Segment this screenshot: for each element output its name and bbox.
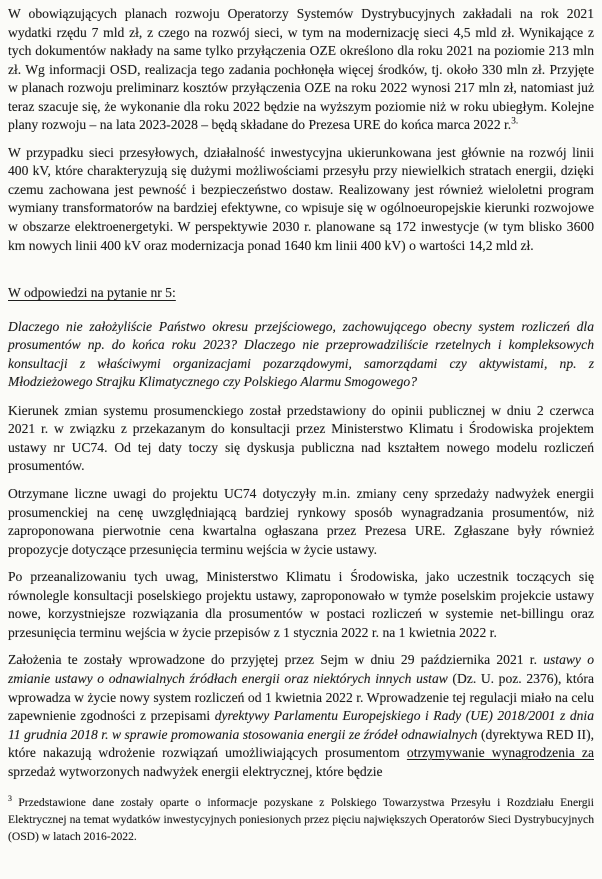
text-segment: Dlaczego nie założyliście Państwo okresu przejściowego, zachowującego obecny system rozliczeń dla prosumentów np. do końca roku 2023? Dlaczego nie przeprowadziliście rzetelnych i kompleksowych konsultacji z właściwymi organizacjami pozarządowymi, samorządami czy aktywistami, np. z Młodzieżowego Strajku Klimatycznego czy Polskiego Alarmu Smogowego?	[8, 318, 594, 390]
text-segment: W odpowiedzi na pytanie nr 5:	[8, 285, 176, 301]
paragraph-plany-rozwoju-osd	[8, 5, 594, 135]
text-segment: Założenia te zostały wprowadzone do przyjętej przez Sejm w dniu 29 października 2021 r.	[8, 652, 544, 668]
text-segment: sprzedaż wytworzonych nadwyżek energii elektrycznej, które będzie	[8, 763, 383, 779]
text-segment: Otrzymane liczne uwagi do projektu UC74 dotyczyły m.in. zmiany ceny sprzedaży nadwyżek energii prosumenckiej na cenę uwzględniającą bardziej rynkowy sposób wynagradzania prosumentów, niż zaproponowana pierwotnie cena kwartalna ogłaszana przez Prezesa URE. Zgłaszane były również propozycje dotyczące przesunięcia terminu wejścia w życie ustawy.	[8, 486, 594, 557]
text-segment: ustawy o zmianie ustawy o odnawialnych źródłach energii oraz niektórych innych ustaw	[8, 652, 594, 686]
footnote-reference: 3.	[511, 115, 519, 126]
text-segment: Kierunek zmian systemu prosumenckiego został przedstawiony do opinii publicznej w dniu 2 czerwca 2021 r. w związku z przekazanym do konsultacji przez Ministerstwo Klimatu i Środowiska projektem ustawy nr UC74. Od tej daty toczy się dyskusja publiczna nad kształtem nowego modelu rozliczeń prosumentów.	[8, 402, 594, 474]
text-segment: dyrektywy Parlamentu Europejskiego i Rady (UE) 2018/2001 z dnia 11 grudnia 2018 r. w sprawie promowania stosowania energii ze źródeł odnawialnych	[8, 708, 594, 742]
text-segment: Przedstawione dane zostały oparte o informacje pozyskane z Polskiego Towarzystwa Przesyłu i Rozdziału Energii Elektrycznej na temat wydatków inwestycyjnych poniesionych przez pięciu największych Operatorów Sieci Dystrybucyjnych (OSD) w latach 2016-2022.	[8, 796, 594, 843]
paragraph-sieci-przesylowe	[8, 144, 594, 255]
text-segment: W obowiązujących planach rozwoju Operatorzy Systemów Dystrybucyjnych zakładali na rok 2021 wydatki rzędu 7 mld zł, z czego na rozwój sieci, w tym na modernizację sieci 4,5 mld zł. Wynikające z tych dokumentów nakłady na same tylko przyłączenia OZE określono dla roku 2021 na poziomie 213 mln zł. Wg informacji OSD, realizacja tego zadania pochłonęła więcej środków, tj. około 330 mln zł. Przyjęte w planach rozwoju preliminarz kosztów przyłączenia OZE na roku 2022 wynosi 217 mln zł, natomiast już teraz szacuje się, że wykonanie dla roku 2022 będzie na wyższym poziomie niż w roku ubiegłym. Kolejne plany rozwoju – na lata 2023-2028 – będą składane do Prezesa URE do końca marca 2022 r.	[8, 6, 594, 133]
paragraph-zalozenia-ustawa	[8, 651, 594, 781]
footnote-reference: 3	[8, 794, 12, 804]
text-segment: (dyrektywa RED II), które nakazują wdrożenie rozwiązań umożliwiających prosumentom	[8, 726, 594, 761]
text-segment: W przypadku sieci przesyłowych, działalność inwestycyjna ukierunkowana jest głównie na rozwój linii 400 kV, które charakteryzują się dużymi możliwościami przesyłu przy niewielkich stratach energii, dzięki czemu zachowana jest pewność i bezpieczeństwo dostaw. Realizowany jest również wieloletni program wymiany transformatorów na bardziej efektywne, co wpisuje się w ogólnoeuropejskie kierunki rozwojowe w obszarze elektroenergetyki. W perspektywie 2030 r. planowane są 172 inwestycje (w tym blisko 3600 km nowych linii 400 kV oraz modernizacja ponad 1640 km linii 400 kV) o wartości 14,2 mld zł.	[8, 144, 594, 253]
paragraph-cytowane-pytanie	[8, 318, 594, 392]
text-segment: otrzymywanie wynagrodzenia za	[406, 745, 594, 761]
paragraph-uwagi-uc74	[8, 485, 594, 559]
footnote-3	[8, 795, 594, 845]
text-segment: Po przeanalizowaniu tych uwag, Ministerstwo Klimatu i Środowiska, jako uczestnik toczących się równolegle konsultacji poselskiego projektu ustawy, zaproponowało w tymże poselskim projekcie ustawy nowe, korzystniejsze rozwiązania dla prosumentów w postaci rozliczeń w systemie net-billingu oraz przesunięcia terminu wejścia w życie przepisów z 1 stycznia 2022 r. na 1 kwietnia 2022 r.	[8, 569, 594, 640]
paragraph-kierunek-zmian	[8, 402, 594, 476]
text-segment: (Dz. U. poz. 2376), która wprowadza w życie nowy system rozliczeń od 1 kwietnia 2022 r. Wprowadzenie tej regulacji miało na celu zapewnienie zgodności z przepisami	[8, 670, 594, 724]
paragraph-po-przeanalizowaniu	[8, 568, 594, 642]
heading-odpowiedz-na-pytanie-5	[8, 284, 594, 303]
